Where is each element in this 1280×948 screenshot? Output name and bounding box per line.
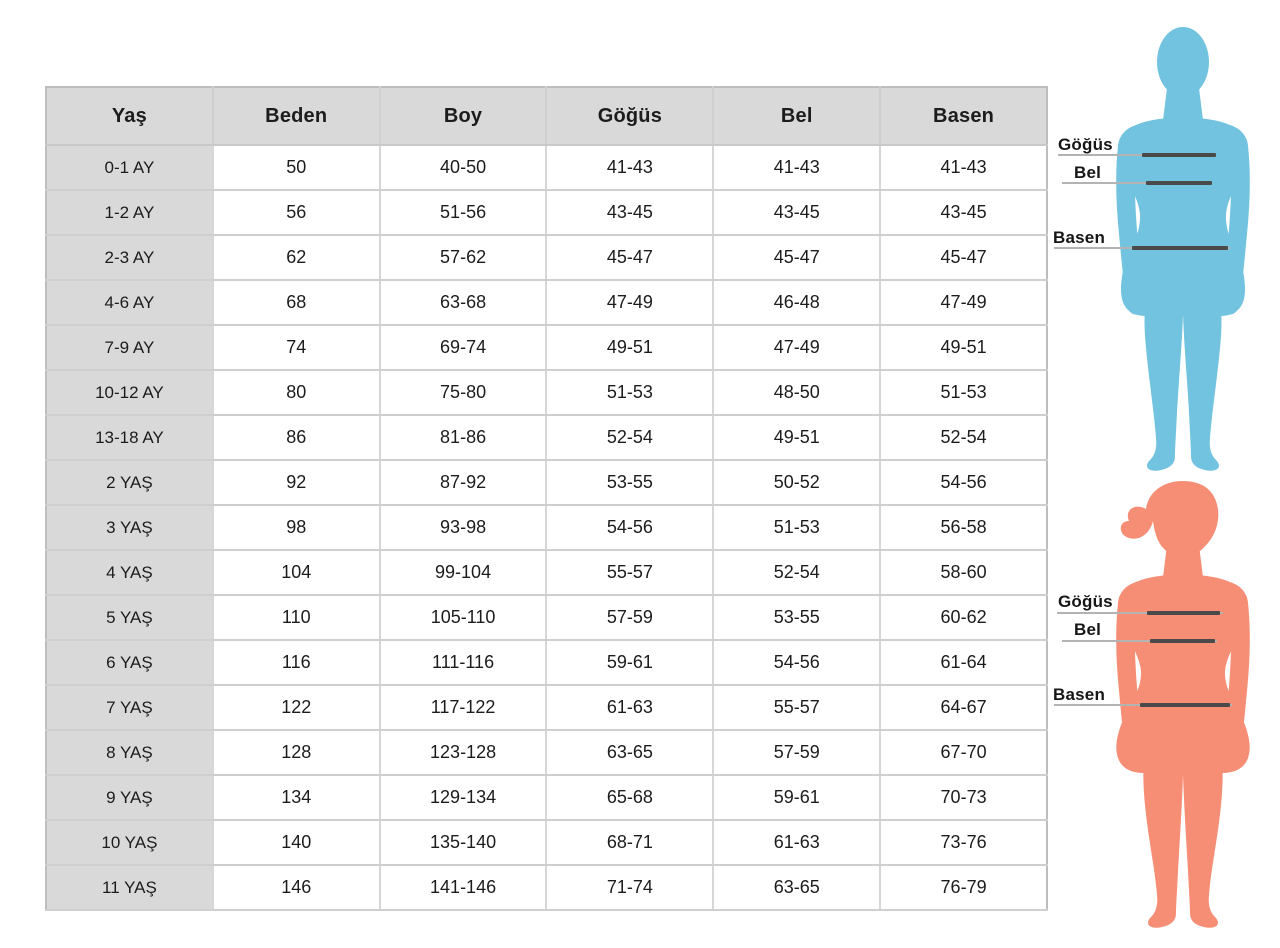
value-cell: 60-62	[880, 595, 1047, 640]
row-label-cell: 11 YAŞ	[46, 865, 213, 910]
row-label-cell: 8 YAŞ	[46, 730, 213, 775]
waist-measure-line-bold	[1150, 639, 1215, 643]
table-row	[46, 730, 1047, 775]
table-row	[46, 550, 1047, 595]
value-cell: 70-73	[880, 775, 1047, 820]
column-header-0: Yaş	[46, 87, 213, 145]
hip-label: Basen	[1053, 228, 1106, 247]
chest-label: Göğüs	[1058, 592, 1113, 611]
value-cell: 61-64	[880, 640, 1047, 685]
table-row	[46, 820, 1047, 865]
table-row	[46, 145, 1047, 190]
column-header-2: Boy	[380, 87, 547, 145]
value-cell: 141-146	[380, 865, 547, 910]
value-cell: 92	[213, 460, 380, 505]
value-cell: 68	[213, 280, 380, 325]
value-cell: 52-54	[546, 415, 713, 460]
table-row	[46, 370, 1047, 415]
value-cell: 56-58	[880, 505, 1047, 550]
hip-label: Basen	[1053, 685, 1106, 704]
row-label-cell: 6 YAŞ	[46, 640, 213, 685]
value-cell: 41-43	[880, 145, 1047, 190]
column-header-3: Göğüs	[546, 87, 713, 145]
value-cell: 129-134	[380, 775, 547, 820]
value-cell: 49-51	[713, 415, 880, 460]
value-cell: 45-47	[713, 235, 880, 280]
value-cell: 75-80	[380, 370, 547, 415]
row-label-cell: 0-1 AY	[46, 145, 213, 190]
value-cell: 53-55	[713, 595, 880, 640]
value-cell: 135-140	[380, 820, 547, 865]
waist-label: Bel	[1074, 620, 1102, 639]
size-table-head-row	[46, 87, 1047, 145]
chest-measure-line-bold	[1147, 611, 1220, 615]
value-cell: 52-54	[713, 550, 880, 595]
value-cell: 63-65	[546, 730, 713, 775]
row-label-cell: 9 YAŞ	[46, 775, 213, 820]
value-cell: 67-70	[880, 730, 1047, 775]
value-cell: 51-56	[380, 190, 547, 235]
value-cell: 111-116	[380, 640, 547, 685]
row-label-cell: 5 YAŞ	[46, 595, 213, 640]
chest-label: Göğüs	[1058, 135, 1113, 154]
value-cell: 86	[213, 415, 380, 460]
value-cell: 104	[213, 550, 380, 595]
table-row	[46, 190, 1047, 235]
value-cell: 71-74	[546, 865, 713, 910]
value-cell: 61-63	[713, 820, 880, 865]
value-cell: 65-68	[546, 775, 713, 820]
row-label-cell: 10 YAŞ	[46, 820, 213, 865]
value-cell: 128	[213, 730, 380, 775]
table-row	[46, 685, 1047, 730]
value-cell: 49-51	[546, 325, 713, 370]
column-header-4: Bel	[713, 87, 880, 145]
value-cell: 45-47	[880, 235, 1047, 280]
value-cell: 40-50	[380, 145, 547, 190]
value-cell: 146	[213, 865, 380, 910]
value-cell: 51-53	[546, 370, 713, 415]
column-header-1: Beden	[213, 87, 380, 145]
column-header-5: Basen	[880, 87, 1047, 145]
row-label-cell: 7-9 AY	[46, 325, 213, 370]
value-cell: 54-56	[546, 505, 713, 550]
value-cell: 57-59	[546, 595, 713, 640]
value-cell: 98	[213, 505, 380, 550]
waist-label: Bel	[1074, 163, 1102, 182]
value-cell: 43-45	[880, 190, 1047, 235]
value-cell: 52-54	[880, 415, 1047, 460]
table-row	[46, 235, 1047, 280]
size-table-body	[46, 145, 1047, 910]
value-cell: 63-68	[380, 280, 547, 325]
value-cell: 51-53	[713, 505, 880, 550]
chest-measure-line-bold	[1142, 153, 1216, 157]
table-row	[46, 280, 1047, 325]
row-label-cell: 4-6 AY	[46, 280, 213, 325]
value-cell: 117-122	[380, 685, 547, 730]
row-label-cell: 2-3 AY	[46, 235, 213, 280]
value-cell: 105-110	[380, 595, 547, 640]
value-cell: 81-86	[380, 415, 547, 460]
value-cell: 134	[213, 775, 380, 820]
row-label-cell: 2 YAŞ	[46, 460, 213, 505]
value-cell: 49-51	[880, 325, 1047, 370]
value-cell: 116	[213, 640, 380, 685]
value-cell: 51-53	[880, 370, 1047, 415]
value-cell: 47-49	[546, 280, 713, 325]
value-cell: 47-49	[880, 280, 1047, 325]
value-cell: 50	[213, 145, 380, 190]
size-table	[45, 86, 1048, 911]
row-label-cell: 4 YAŞ	[46, 550, 213, 595]
value-cell: 53-55	[546, 460, 713, 505]
row-label-cell: 13-18 AY	[46, 415, 213, 460]
value-cell: 122	[213, 685, 380, 730]
table-row	[46, 775, 1047, 820]
value-cell: 110	[213, 595, 380, 640]
value-cell: 93-98	[380, 505, 547, 550]
value-cell: 68-71	[546, 820, 713, 865]
value-cell: 47-49	[713, 325, 880, 370]
value-cell: 43-45	[713, 190, 880, 235]
value-cell: 57-62	[380, 235, 547, 280]
value-cell: 55-57	[713, 685, 880, 730]
value-cell: 43-45	[546, 190, 713, 235]
hip-measure-line-bold	[1140, 703, 1230, 707]
hip-measure-line-bold	[1132, 246, 1228, 250]
value-cell: 87-92	[380, 460, 547, 505]
value-cell: 59-61	[546, 640, 713, 685]
value-cell: 59-61	[713, 775, 880, 820]
value-cell: 69-74	[380, 325, 547, 370]
table-row	[46, 415, 1047, 460]
value-cell: 45-47	[546, 235, 713, 280]
value-cell: 50-52	[713, 460, 880, 505]
value-cell: 74	[213, 325, 380, 370]
value-cell: 58-60	[880, 550, 1047, 595]
value-cell: 55-57	[546, 550, 713, 595]
value-cell: 63-65	[713, 865, 880, 910]
value-cell: 62	[213, 235, 380, 280]
table-row	[46, 460, 1047, 505]
row-label-cell: 7 YAŞ	[46, 685, 213, 730]
table-row	[46, 595, 1047, 640]
value-cell: 54-56	[880, 460, 1047, 505]
table-row	[46, 505, 1047, 550]
value-cell: 140	[213, 820, 380, 865]
waist-measure-line-bold	[1146, 181, 1212, 185]
value-cell: 76-79	[880, 865, 1047, 910]
value-cell: 61-63	[546, 685, 713, 730]
value-cell: 41-43	[546, 145, 713, 190]
value-cell: 46-48	[713, 280, 880, 325]
table-row	[46, 640, 1047, 685]
value-cell: 123-128	[380, 730, 547, 775]
value-cell: 99-104	[380, 550, 547, 595]
table-row	[46, 325, 1047, 370]
value-cell: 41-43	[713, 145, 880, 190]
value-cell: 57-59	[713, 730, 880, 775]
row-label-cell: 3 YAŞ	[46, 505, 213, 550]
value-cell: 48-50	[713, 370, 880, 415]
table-row	[46, 865, 1047, 910]
value-cell: 73-76	[880, 820, 1047, 865]
value-cell: 64-67	[880, 685, 1047, 730]
value-cell: 80	[213, 370, 380, 415]
value-cell: 56	[213, 190, 380, 235]
row-label-cell: 10-12 AY	[46, 370, 213, 415]
value-cell: 54-56	[713, 640, 880, 685]
row-label-cell: 1-2 AY	[46, 190, 213, 235]
size-table-head	[46, 87, 1047, 145]
